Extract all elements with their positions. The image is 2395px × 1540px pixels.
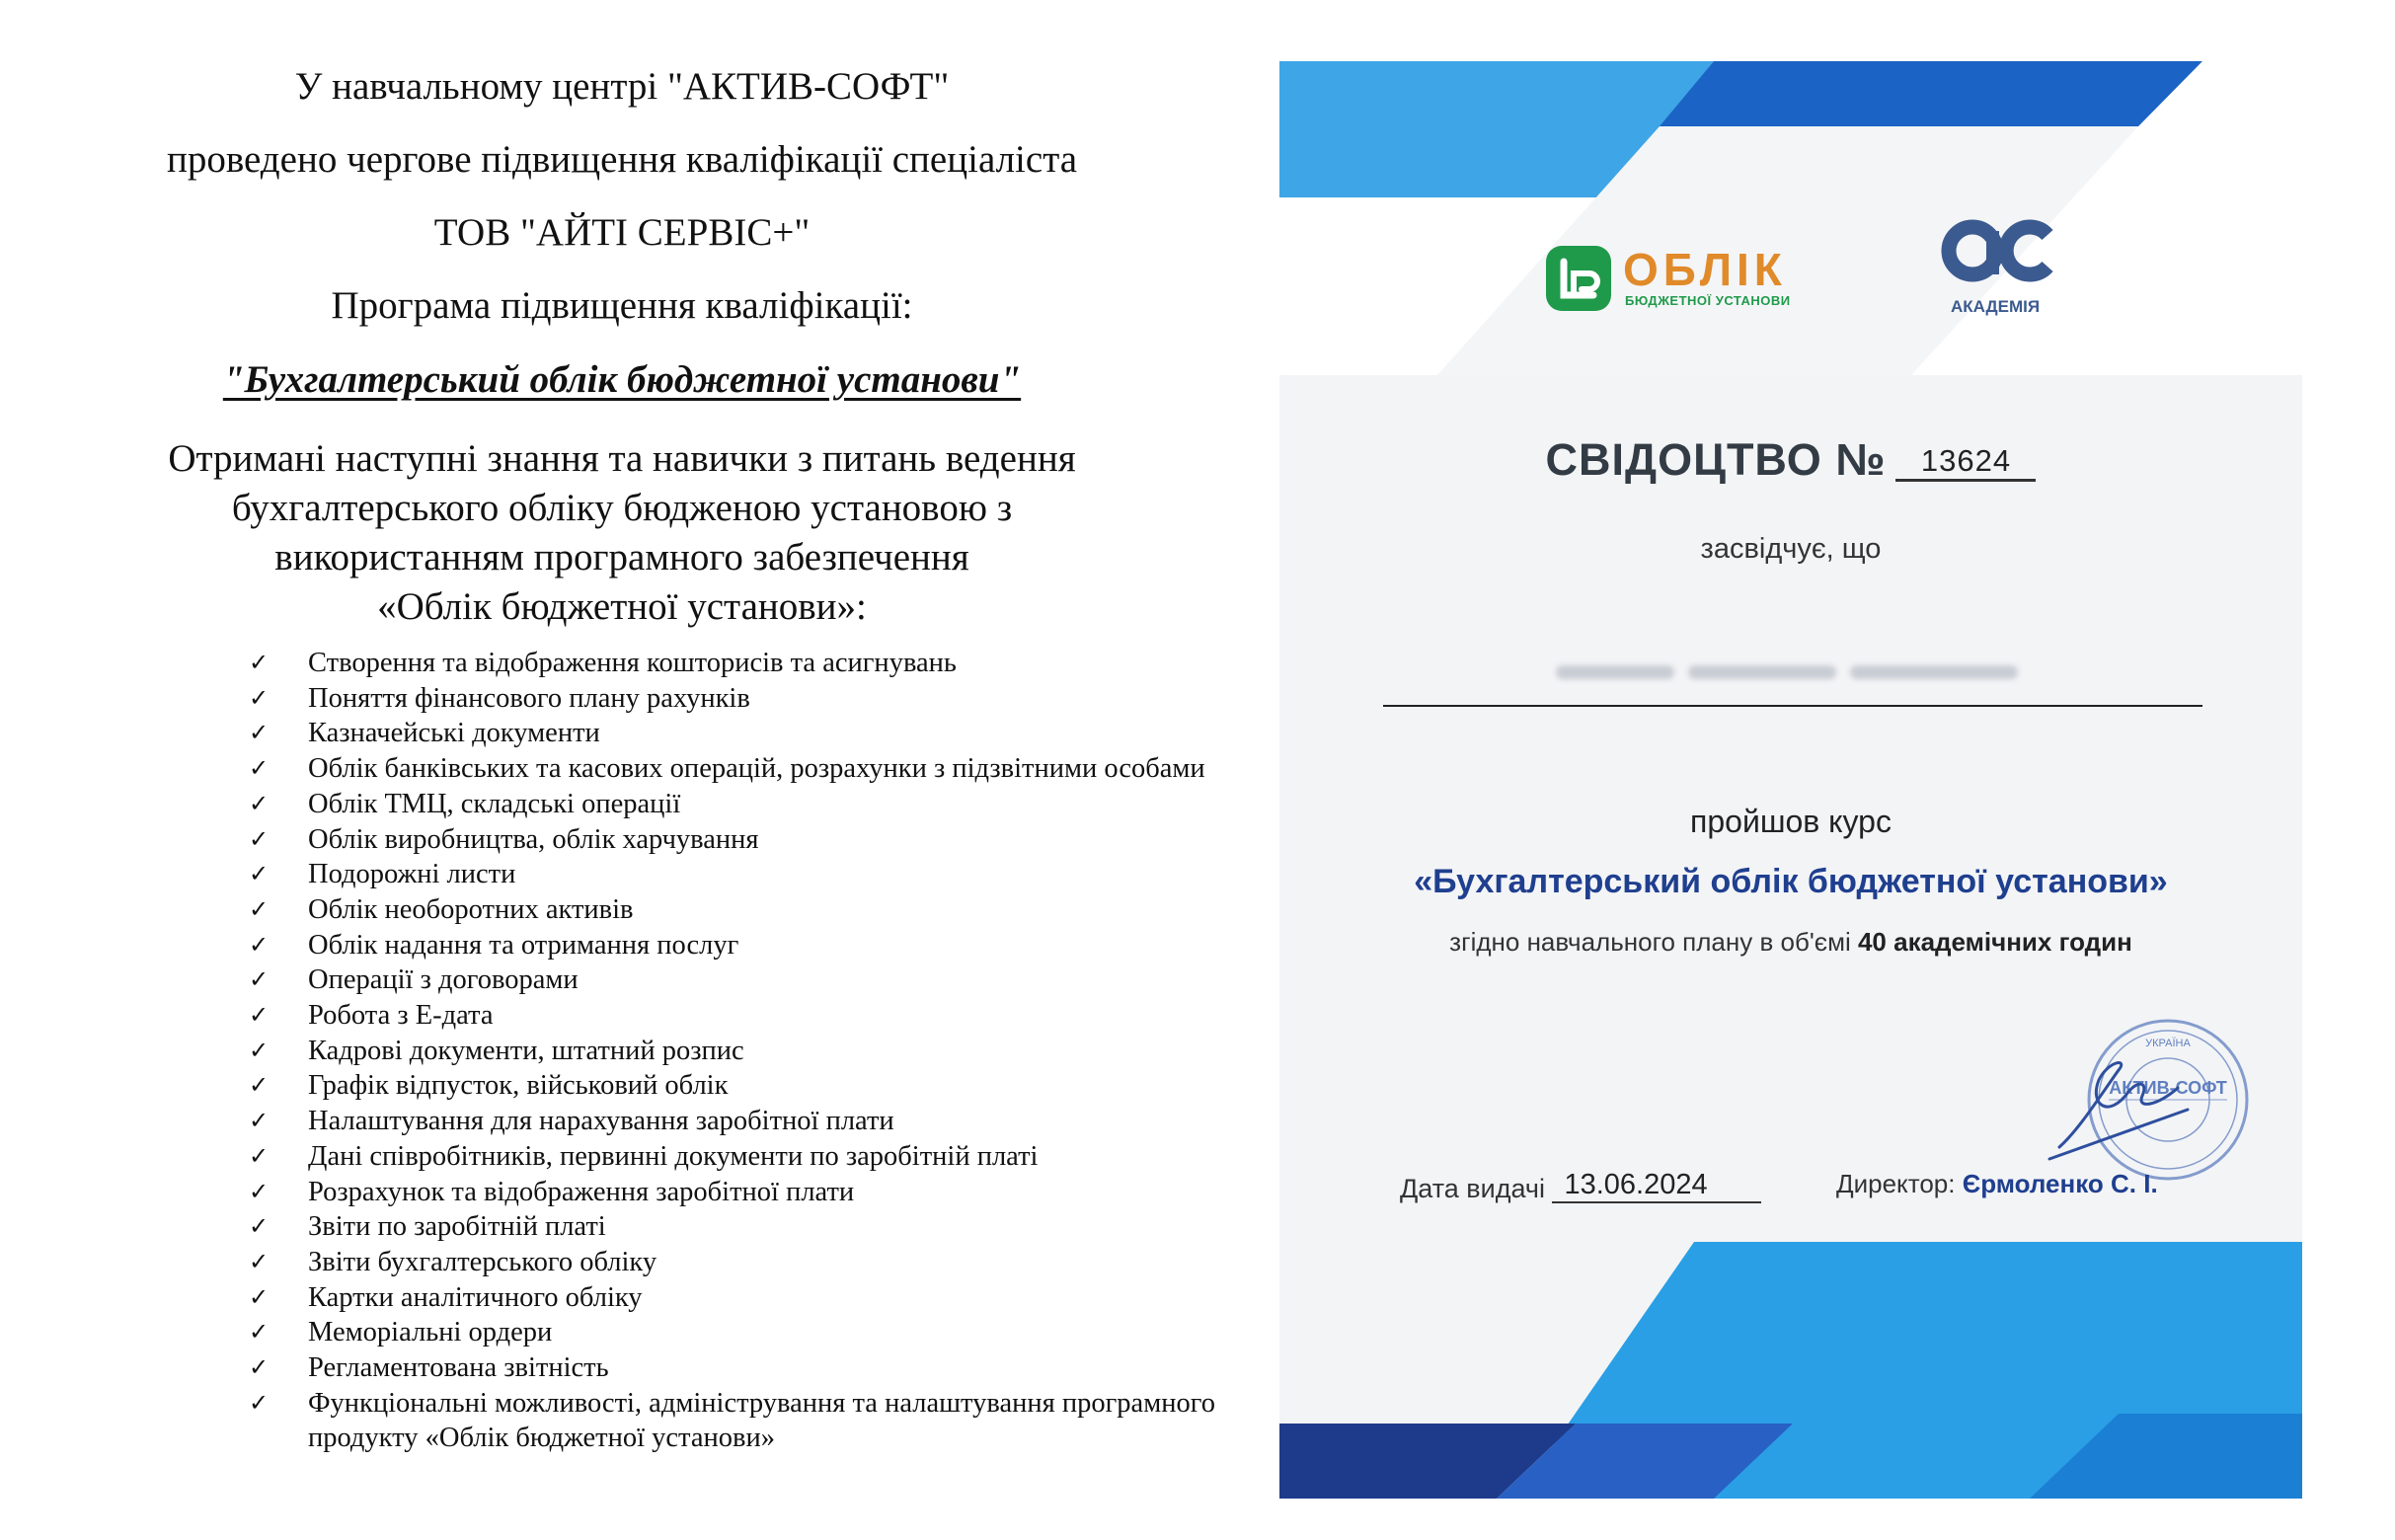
skill-text: Поняття фінансового плану рахунків [308, 682, 750, 714]
skill-text: Облік ТМЦ, складські операції [308, 788, 681, 819]
skill-text: Розрахунок та відображення заробітної плати [308, 1176, 855, 1207]
plan-hours: 40 академічних годин [1857, 927, 2132, 957]
check-icon: ✓ [249, 1318, 270, 1347]
skill-text: Звіти по заробітній платі [308, 1211, 606, 1243]
check-icon: ✓ [249, 1001, 270, 1030]
header-line-2: проведено чергове підвищення кваліфікації спеціаліста [166, 138, 1078, 181]
check-icon: ✓ [249, 1388, 270, 1417]
skill-text: Облік виробництва, облік харчування [308, 823, 759, 855]
skill-item [249, 1034, 1236, 1069]
plan-text: згідно навчального плану в об'ємі [1449, 927, 1851, 957]
knowledge-line-2: бухгалтерського обліку бюдженою установою з [231, 487, 1013, 529]
skill-item [249, 822, 1236, 858]
check-icon: ✓ [249, 789, 270, 817]
skill-item [249, 751, 1236, 787]
skill-item [249, 787, 1236, 822]
skill-item [249, 998, 1236, 1034]
check-icon: ✓ [249, 1282, 270, 1311]
check-icon: ✓ [249, 649, 270, 676]
study-plan [1279, 927, 2302, 958]
check-icon: ✓ [249, 1071, 270, 1100]
director-label: Директор: [1836, 1169, 1956, 1198]
recipient-name-line [1383, 705, 2202, 707]
check-icon: ✓ [249, 754, 270, 783]
check-icon: ✓ [249, 1036, 270, 1064]
skill-text: Казначейські документи [308, 718, 600, 749]
skill-item [249, 1068, 1236, 1104]
check-icon: ✓ [249, 1141, 270, 1170]
check-icon: ✓ [249, 1247, 270, 1275]
program-title: "Бухгалтерський облік бюджетної установи" [222, 358, 1022, 401]
check-icon: ✓ [249, 1212, 270, 1241]
skill-item [249, 681, 1236, 717]
skill-item [249, 1175, 1236, 1210]
check-icon: ✓ [249, 1177, 270, 1205]
check-icon: ✓ [249, 1107, 270, 1135]
skill-item [249, 892, 1236, 928]
check-icon: ✓ [249, 930, 270, 959]
oblik-logo-icon [1546, 246, 1611, 311]
header-line-4: Програма підвищення кваліфікації: [331, 284, 913, 327]
issue-date: 13.06.2024 [1552, 1169, 1761, 1203]
skill-text: Налаштування для нарахування заробітної плати [308, 1106, 894, 1137]
check-icon: ✓ [249, 1353, 270, 1382]
director-block [1836, 1169, 2158, 1199]
knowledge-line-3: використанням програмного забезпечення [274, 536, 969, 578]
course-name: «Бухгалтерський облік бюджетної установи» [1414, 863, 2168, 900]
issue-label: Дата видачі [1400, 1174, 1545, 1203]
skill-text: Кадрові документи, штатний розпис [308, 1035, 744, 1066]
check-icon: ✓ [249, 824, 270, 853]
header-line-3: ТОВ "АЙТІ СЕРВІС+" [433, 211, 811, 254]
skill-item [249, 1386, 1236, 1456]
skill-text: Робота з Е-дата [308, 1000, 494, 1032]
skill-text: Створення та відображення кошторисів та асигнувань [308, 648, 957, 678]
certificate-title [1279, 434, 2302, 486]
skills-list [249, 646, 1236, 1456]
skill-text: Графік відпусток, військовий облік [308, 1070, 729, 1102]
oblik-subtitle: БЮДЖЕТНОЇ УСТАНОВИ [1625, 293, 1791, 308]
skill-text: Операції з договорами [308, 964, 579, 996]
director-name: Єрмоленко С. І. [1962, 1169, 2158, 1198]
skill-item [249, 1209, 1236, 1245]
skill-text: Звіти бухгалтерського обліку [308, 1246, 657, 1277]
academy-word: АКАДЕМІЯ [1950, 297, 2041, 316]
check-icon: ✓ [249, 860, 270, 888]
skill-text: Дані співробітників, первинні документи по заробітній платі [308, 1140, 1039, 1172]
skill-item [249, 1139, 1236, 1175]
knowledge-line-1: Отримані наступні знання та навички з питань ведення [168, 437, 1076, 480]
course-prefix: пройшов курс [1690, 804, 1892, 839]
check-icon: ✓ [249, 894, 270, 923]
skill-item [249, 962, 1236, 998]
skill-item [249, 1350, 1236, 1386]
skill-item [249, 928, 1236, 963]
oblik-logo [1544, 240, 1811, 319]
oblik-word: ОБЛІК [1623, 244, 1787, 295]
skill-item [249, 1280, 1236, 1316]
certificate [1279, 61, 2302, 1499]
skill-text: Картки аналітичного обліку [308, 1281, 643, 1313]
stamp-center-text: АКТИВ-СОФТ [2109, 1078, 2227, 1098]
skill-item [249, 1245, 1236, 1280]
skill-text: Регламентована звітність [308, 1352, 609, 1384]
certifies-text: засвідчує, що [1700, 533, 1882, 565]
skill-item [249, 1315, 1236, 1350]
academy-logo [1937, 217, 2053, 316]
skill-text: Функціональні можливості, адміністрування та налаштування програмного продукту «Облік бюджетної установи» [308, 1387, 1215, 1454]
check-icon: ✓ [249, 965, 270, 994]
skill-text: Меморіальні ордери [308, 1317, 553, 1348]
skill-item [249, 1104, 1236, 1139]
skill-item [249, 716, 1236, 751]
header-line-1: У навчальному центрі "АКТИВ-СОФТ" [294, 65, 950, 108]
skill-item [249, 857, 1236, 892]
stamp-top-text: УКРАЇНА [2145, 1038, 2191, 1049]
check-icon: ✓ [249, 719, 270, 747]
recipient-name-redacted [1556, 663, 2049, 697]
program-title-row [0, 357, 1244, 402]
issue-date-block [1400, 1169, 1761, 1204]
skill-text: Облік необоротних активів [308, 893, 634, 925]
certificate-title-text: СВІДОЦТВО № [1545, 434, 1887, 485]
skill-text: Подорожні листи [308, 859, 516, 890]
skill-text: Облік банківських та касових операцій, розрахунки з підзвітними особами [308, 753, 1205, 785]
check-icon: ✓ [249, 683, 270, 712]
skill-item [249, 646, 1236, 681]
knowledge-line-4: «Облік бюджетної установи»: [377, 585, 867, 628]
skill-text: Облік надання та отримання послуг [308, 929, 739, 961]
certificate-number: 13624 [1895, 443, 2036, 482]
